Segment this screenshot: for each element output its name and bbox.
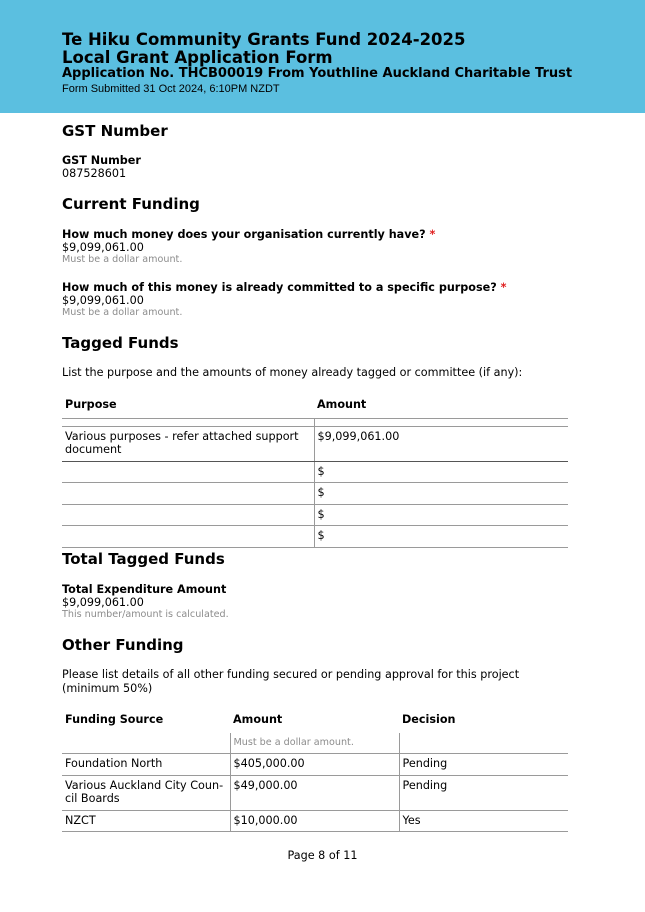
amount-cell: $ — [314, 526, 568, 548]
column-header-purpose: Purpose — [65, 398, 117, 411]
purpose-cell — [62, 526, 314, 548]
current-money-value: $9,099,061.00 — [62, 241, 144, 254]
tagged-funds-intro: List the purpose and the amounts of money already tagged or committee (if any): — [62, 366, 523, 379]
column-header-funding-source: Funding Source — [65, 713, 164, 726]
column-header-amount: Amount — [233, 713, 283, 726]
committed-money-value: $9,099,061.00 — [62, 294, 144, 307]
committed-money-label — [62, 281, 507, 295]
table-row — [62, 504, 568, 526]
table-row — [62, 754, 568, 776]
total-expenditure-label: Total Expenditure Amount — [62, 583, 227, 596]
amount-cell: $10,000.00 — [230, 810, 399, 832]
decision-cell: Pending — [399, 775, 568, 810]
amount-cell: $405,000.00 — [230, 754, 399, 776]
gst-number-label: GST Number — [62, 154, 141, 167]
other-funding-intro: Please list details of all other funding secured or pending approval for this project (minimum 50%) — [62, 668, 520, 695]
table-row — [62, 733, 568, 754]
page-number: Page 8 of 11 — [287, 849, 358, 862]
amount-cell: $9,099,061.00 — [314, 426, 568, 461]
committed-money-hint: Must be a dollar amount. — [62, 307, 183, 318]
other-funding-table — [62, 713, 568, 832]
amount-cell: $49,000.00 — [230, 775, 399, 810]
table-header-row — [62, 398, 568, 418]
tagged-funds-table — [62, 398, 568, 548]
column-header-decision: Decision — [402, 713, 456, 726]
table-row — [62, 426, 568, 461]
purpose-cell — [62, 483, 314, 505]
table-row — [62, 418, 568, 426]
submitted-timestamp: Form Submitted 31 Oct 2024, 6:10PM NZDT — [62, 83, 280, 95]
source-cell: NZCT — [62, 810, 230, 832]
total-tagged-funds-section-title: Total Tagged Funds — [62, 550, 225, 568]
tagged-funds-section-title: Tagged Funds — [62, 334, 179, 352]
decision-cell: Pending — [399, 754, 568, 776]
current-money-question: How much money does your organisation currently have? — [62, 228, 426, 241]
purpose-cell: Various purposes - refer attached support document — [62, 426, 314, 461]
table-row — [62, 526, 568, 548]
table-row — [62, 483, 568, 505]
amount-cell: $ — [314, 483, 568, 505]
source-cell — [62, 733, 230, 754]
amount-cell: $ — [314, 504, 568, 526]
total-expenditure-value: $9,099,061.00 — [62, 596, 144, 609]
amount-cell: $ — [314, 461, 568, 483]
form-header — [0, 0, 645, 113]
table-row — [62, 461, 568, 483]
table-header-row — [62, 713, 568, 733]
decision-cell — [399, 733, 568, 754]
application-number: Application No. THCB00019 From Youthline Auckland Charitable Trust — [62, 66, 573, 81]
purpose-cell — [62, 461, 314, 483]
grant-fund-title: Te Hiku Community Grants Fund 2024-2025 — [62, 30, 466, 49]
current-money-hint: Must be a dollar amount. — [62, 254, 183, 265]
amount-hint-cell: Must be a dollar amount. — [230, 733, 399, 754]
committed-money-question: How much of this money is already committed to a specific purpose? — [62, 281, 497, 294]
form-title: Local Grant Application Form — [62, 48, 333, 67]
current-money-label — [62, 228, 435, 242]
source-cell: Various Auckland City Coun-cil Boards — [62, 775, 230, 810]
decision-cell: Yes — [399, 810, 568, 832]
required-asterisk: * — [429, 228, 436, 241]
column-header-amount: Amount — [317, 398, 367, 411]
required-asterisk: * — [500, 281, 507, 294]
table-row — [62, 810, 568, 832]
table-row — [62, 775, 568, 810]
purpose-cell — [62, 504, 314, 526]
source-cell: Foundation North — [62, 754, 230, 776]
gst-number-value: 087528601 — [62, 167, 127, 180]
purpose-cell — [62, 418, 314, 426]
amount-cell — [314, 418, 568, 426]
other-funding-section-title: Other Funding — [62, 636, 184, 654]
gst-section-title: GST Number — [62, 122, 168, 140]
current-funding-section-title: Current Funding — [62, 195, 200, 213]
total-expenditure-hint: This number/amount is calculated. — [62, 609, 229, 620]
